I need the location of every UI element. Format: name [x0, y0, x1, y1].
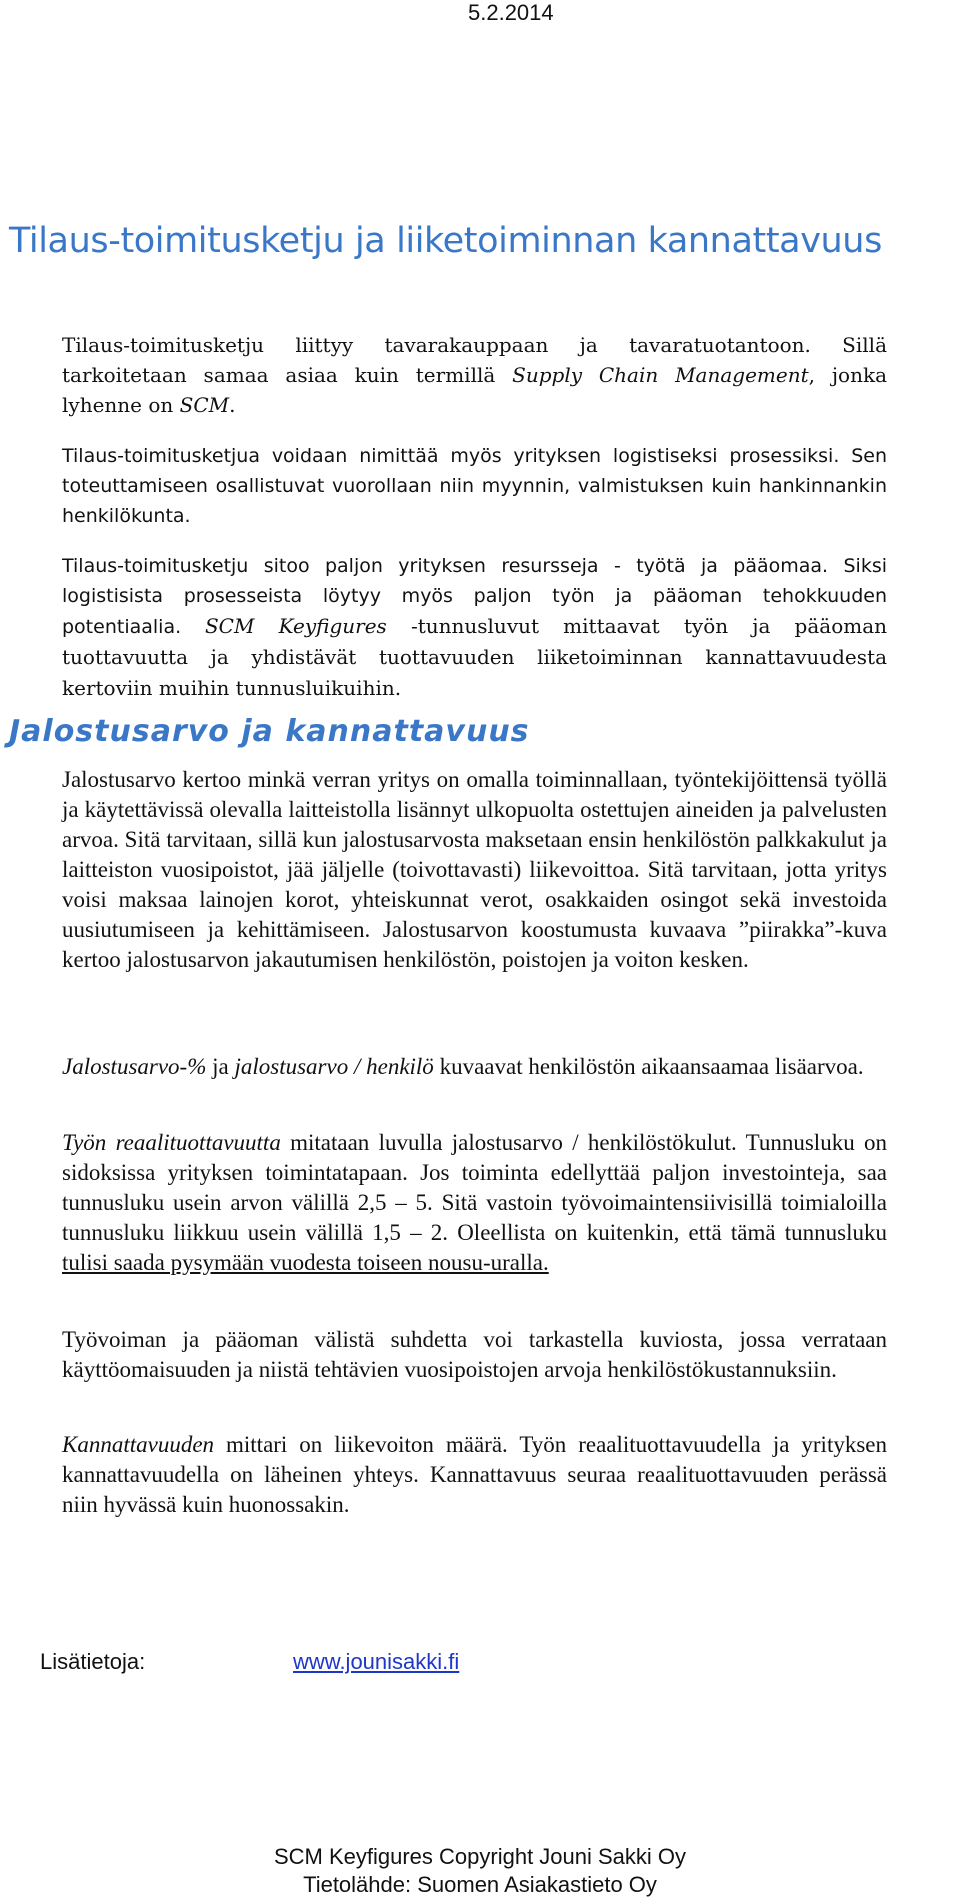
- section-paragraph-3: Työn reaalituottavuutta mitataan luvulla jalostusarvo / henkilöstökulut. Tunnusluku on sidoksissa yrityksen toimintatapaan. Jos toiminta edellyttää paljon investointeja, saa tunnusluku usein arvon välillä 2,5 – 5. Sitä vastoin työvoimaintensiivisillä toimialoilla tunnusluku liikkuu usein välillä 1,5 – 2. Oleellista on kuitenkin, että tämä tunnusluku tulisi saada pysymään vuodesta toiseen nousu-uralla.: [62, 1130, 887, 1275]
- underlined-emphasis: tulisi saada pysymään vuodesta toiseen nousu-uralla.: [62, 1250, 549, 1275]
- page-title: Tilaus-toimitusketju ja liiketoiminnan kannattavuus: [9, 221, 882, 261]
- section-paragraph-5: Kannattavuuden mittari on liikevoiton määrä. Työn reaalituottavuudella ja yrityksen kannattavuudella on läheinen yhteys. Kannattavuus seuraa reaalituottavuuden perässä niin hyvässä kuin huonossakin.: [62, 1432, 887, 1517]
- page-date: 5.2.2014: [468, 0, 554, 25]
- term-scm: SCM: [179, 393, 230, 417]
- section-paragraph-1: Jalostusarvo kertoo minkä verran yritys on omalla toiminnallaan, työntekijöittensä työllä ja käytettävissä olevalla laitteistolla lisännyt ulkopuolta ostettujen aineiden ja palvelusten arvoa. Sitä tarvitaan, sillä kun jalostusarvosta maksetaan ensin henkilöstön palkkakulut ja laitteiston vuosipoistot, jää jäljelle (toivottavasti) liikevoittoa. Sitä tarvitaan, jotta yritys voisi maksaa lainojen korot, yhteiskunnat verot, osakkaiden osingot sekä investoida uusiutumiseen ja kehittämiseen. Jalostusarvon koostumusta kuvaava ”piirakka”-kuva kertoo jalostusarvon jakautumisen henkilöstön, poistojen ja voiton kesken.: [62, 767, 887, 972]
- more-info-label: Lisätietoja:: [40, 1649, 146, 1674]
- term-supply-chain-management: Supply Chain Management: [512, 363, 809, 387]
- intro-paragraph-1: Tilaus-toimitusketju liittyy tavarakauppaan ja tavaratuotantoon. Sillä tarkoitetaan samaa asiaa kuin termillä Supply Chain Management, jonka lyhenne on SCM.: [62, 333, 887, 417]
- section-paragraph-4: Työvoiman ja pääoman välistä suhdetta voi tarkastella kuviosta, jossa verrataan käyttöomaisuuden ja niistä tehtävien vuosipoistojen arvoja henkilöstökustannuksiin.: [62, 1327, 887, 1382]
- copyright-line: SCM Keyfigures Copyright Jouni Sakki Oy: [273, 1844, 687, 1869]
- intro-paragraph-2: Tilaus-toimitusketjua voidaan nimittää myös yrityksen logistiseksi prosessiksi. Sen toteuttamiseen osallistuvat vuorollaan niin myynnin, valmistuksen kuin hankinnankin henkilökunta.: [62, 445, 887, 527]
- website-link[interactable]: www.jounisakki.fi: [293, 1649, 460, 1674]
- intro-paragraph-3: Tilaus-toimitusketju sitoo paljon yrityksen resursseja - työtä ja pääomaa. Siksi logistisista prosesseista löytyy myös paljon työn ja pääoman tehokkuuden potentiaalia. SCM Keyfigures -tunnusluvut mittaavat työn ja pääoman tuottavuutta ja yhdistävät tuottavuuden liiketoiminnan kannattavuudesta kertoviin muihin tunnusluikuihin.: [62, 555, 888, 700]
- data-source-line: Tietolähde: Suomen Asiakastieto Oy: [303, 1872, 657, 1897]
- section-heading: Jalostusarvo ja kannattavuus: [9, 714, 530, 749]
- section-paragraph-2: Jalostusarvo-% ja jalostusarvo / henkilö kuvaavat henkilöstön aikaansaamaa lisäarvoa.: [62, 1054, 864, 1079]
- term-scm-keyfigures: SCM Keyfigures: [204, 614, 387, 638]
